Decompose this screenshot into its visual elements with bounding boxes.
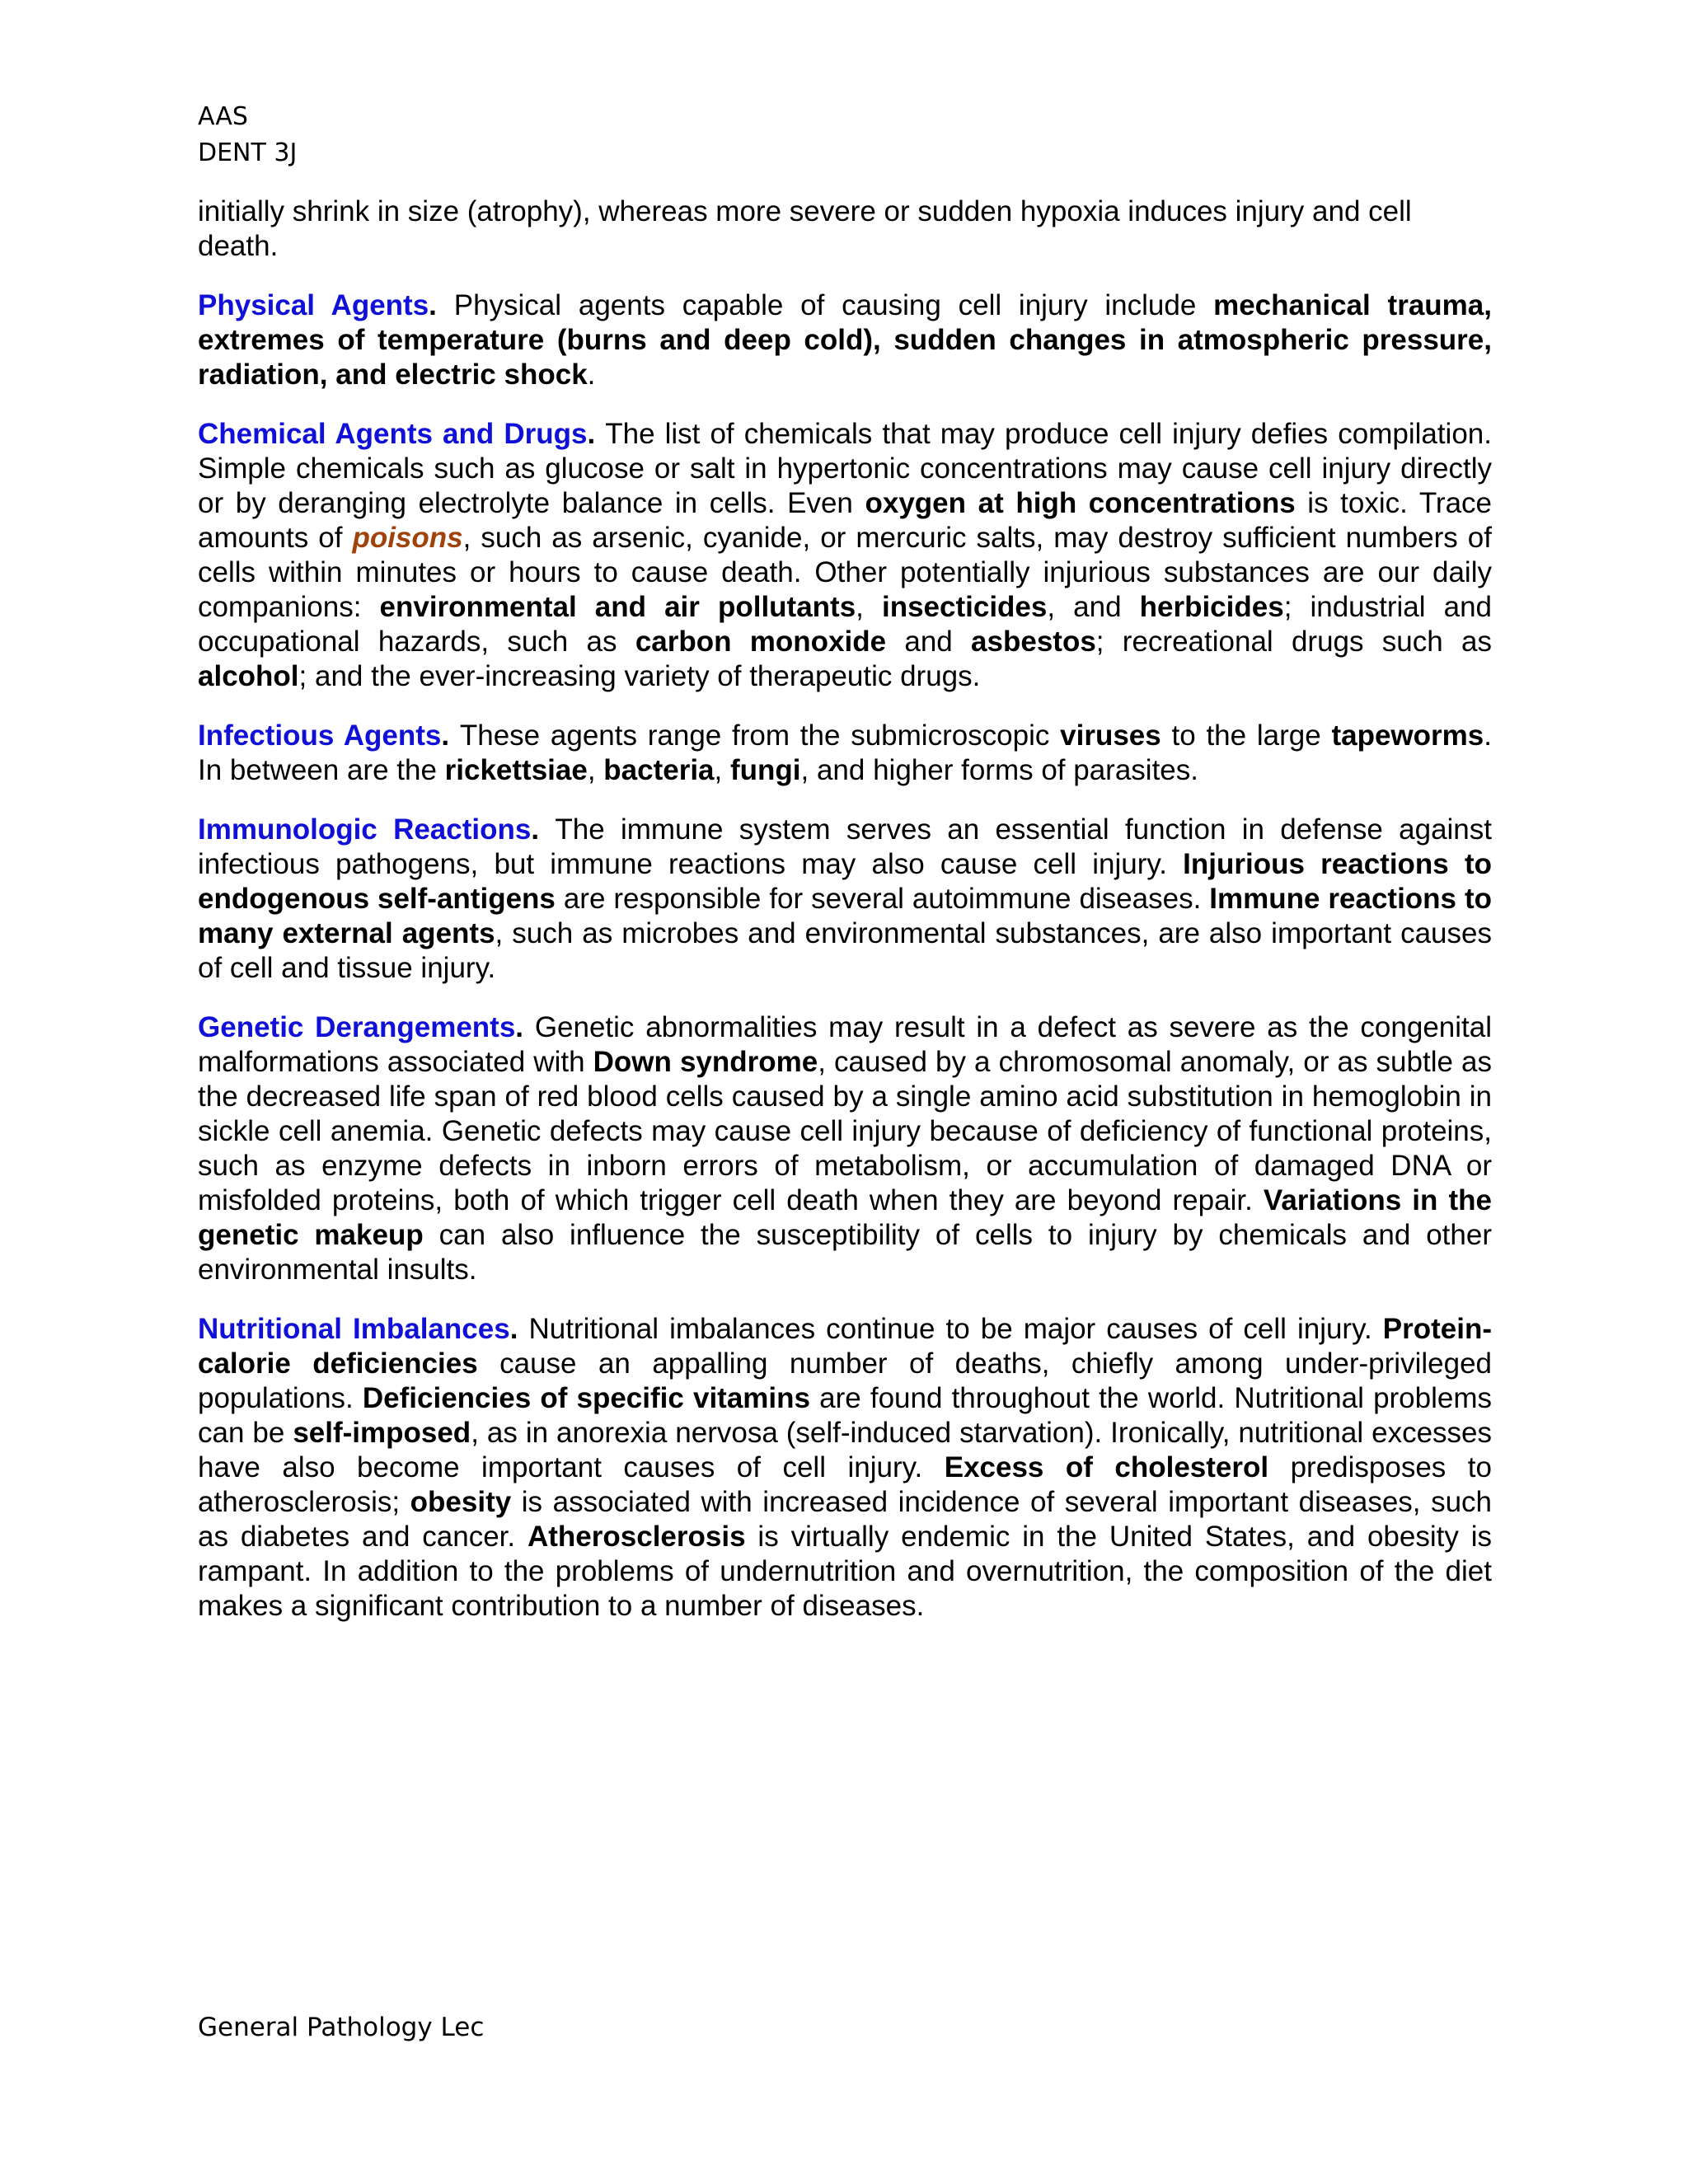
section-physical-agents: Physical Agents. Physical agents capable of causing cell injury include mechanical trauma, extremes of temperature (burns and deep cold), sudden changes in atmospheric pressure, radiation, and electric shock. xyxy=(198,289,1492,391)
bold-term: environmental and air pollutants xyxy=(379,591,856,623)
section-heading: Nutritional Imbalances xyxy=(198,1313,510,1345)
text-run: These agents range from the submicroscopic xyxy=(459,719,1061,752)
text-run: ; industrial and occupational hazards, such as xyxy=(198,591,1493,658)
bold-term: oxygen at high concentrations xyxy=(865,487,1296,519)
page-footer: General Pathology Lec xyxy=(198,2013,485,2042)
bold-term: Variations in the genetic makeup xyxy=(198,1184,1492,1251)
bold-term: Deficiencies of specific vitamins xyxy=(362,1382,810,1414)
text-run: Genetic abnormalities may result in a defect as severe as the congenital malformations associated with xyxy=(198,1011,1493,1078)
section-chemical-agents: Chemical Agents and Drugs. The list of chemicals that may produce cell injury defies compilation. Simple chemicals such as glucose or salt in hypertonic concentrations may cause cell injury directly or by deranging electrolyte balance in cells. Even oxygen at high concentrations is toxic. Trace amounts of poisons, such as arsenic, cyanide, or mercuric salts, may destroy sufficient numbers of cells within minutes or hours to cause death. Other potentially injurious substances are our daily companions: environmental and air pollutants, insecticides, and herbicides; industrial and occupational hazards, such as carbon monoxide and asbestos; recreational drugs such as alcohol; and the ever-increasing variety of therapeutic drugs. xyxy=(198,418,1493,692)
text-run: Physical agents capable of causing cell injury include xyxy=(453,289,1214,321)
text-run: predisposes to atherosclerosis; xyxy=(198,1451,1492,1518)
bold-term: fungi xyxy=(729,754,801,786)
text-run: ; and the ever-increasing variety of therapeutic drugs. xyxy=(298,660,981,692)
text-run: . xyxy=(587,359,596,391)
document-body xyxy=(198,194,1492,1648)
text-run: ; recreational drugs such as xyxy=(1095,626,1492,658)
bold-term: asbestos xyxy=(971,626,1096,658)
text-run: , xyxy=(714,754,730,786)
text-run: The immune system serves an essential function in defense against infectious pathogens, but immune reactions may also cause cell injury. xyxy=(198,813,1492,880)
header-line-initials: AAS xyxy=(198,102,248,131)
bold-term: mechanical trauma, extremes of temperature (burns and deep cold), sudden changes in atmospheric pressure, radiation, and electric shock xyxy=(198,289,1492,391)
text-run: . In between are the xyxy=(198,719,1492,786)
highlighted-term: poisons xyxy=(352,522,463,554)
section-heading: Genetic Derangements xyxy=(198,1011,516,1043)
bold-term: Excess of cholesterol xyxy=(944,1451,1269,1483)
text-run: are found throughout the world. Nutritional problems can be xyxy=(198,1382,1493,1449)
section-heading: Infectious Agents xyxy=(198,719,442,752)
text-run: and xyxy=(886,626,972,658)
bold-term: Down syndrome xyxy=(593,1046,818,1078)
text-run: cause an appalling number of deaths, chiefly among under-privileged populations. xyxy=(198,1347,1492,1414)
bold-term: obesity xyxy=(410,1486,512,1518)
text-run: , such as arsenic, cyanide, or mercuric salts, may destroy sufficient numbers of cells within minutes or hours to cause death. Other potentially injurious substances are our daily companions: xyxy=(198,522,1492,623)
text-run: , caused by a chromosomal anomaly, or as subtle as the decreased life span of red blood cells caused by a single amino acid substitution in hemoglobin in sickle cell anemia. Genetic defects may cause cell injury because of deficiency of functional proteins, such as enzyme defects in inborn errors of metabolism, or accumulation of damaged DNA or misfolded proteins, both of which trigger cell death when they are beyond repair. xyxy=(198,1046,1492,1216)
text-run: , xyxy=(856,591,882,623)
text-run: is associated with increased incidence of several important diseases, such as diabetes and cancer. xyxy=(198,1486,1492,1553)
bold-term: Atherosclerosis xyxy=(528,1521,746,1553)
bold-term: bacteria xyxy=(603,754,715,786)
text-run: is virtually endemic in the United States, and obesity is rampant. In addition to the problems of undernutrition and overnutrition, the composition of the diet makes a significant contribution to a number of diseases. xyxy=(198,1521,1492,1622)
text-run: , such as microbes and environmental substances, are also important causes of cell and tissue injury. xyxy=(198,917,1492,984)
section-nutritional-imbalances: Nutritional Imbalances. Nutritional imbalances continue to be major causes of cell injury. Protein-calorie deficiencies cause an appalling number of deaths, chiefly among under-privileged populations. Deficiencies of specific vitamins are found throughout the world. Nutritional problems can be self-imposed, as in anorexia nervosa (self-induced starvation). Ironically, nutritional excesses have also become important causes of cell injury. Excess of cholesterol predisposes to atherosclerosis; obesity is associated with increased incidence of several important diseases, such as diabetes and cancer. Atherosclerosis is virtually endemic in the United States, and obesity is rampant. In addition to the problems of undernutrition and overnutrition, the composition of the diet makes a significant contribution to a number of diseases. xyxy=(198,1313,1493,1622)
section-heading: Immunologic Reactions xyxy=(198,813,532,846)
bold-term: Injurious reactions to endogenous self-antigens xyxy=(198,848,1492,915)
bold-term: alcohol xyxy=(198,660,299,692)
section-heading: Chemical Agents and Drugs xyxy=(198,418,588,450)
text-run: The list of chemicals that may produce cell injury defies compilation. Simple chemicals such as glucose or salt in hypertonic concentrations may cause cell injury directly or by deranging electrolyte balance in cells. Even xyxy=(198,418,1492,519)
text-run: , xyxy=(587,754,604,786)
bold-term: carbon monoxide xyxy=(635,626,887,658)
bold-term: Protein-calorie deficiencies xyxy=(198,1313,1492,1380)
text-run: are responsible for several autoimmune diseases. xyxy=(555,883,1210,915)
bold-term: self-imposed xyxy=(293,1417,471,1449)
bold-term: viruses xyxy=(1060,719,1161,752)
text-run: , and xyxy=(1047,591,1140,623)
page-header xyxy=(198,99,297,171)
text-run: is toxic. Trace amounts of xyxy=(198,487,1493,554)
bold-term: insecticides xyxy=(881,591,1048,623)
bold-term: herbicides xyxy=(1139,591,1284,623)
intro-paragraph: initially shrink in size (atrophy), whereas more severe or sudden hypoxia induces injury and cell death. xyxy=(198,195,1412,262)
bold-term: Immune reactions to many external agents xyxy=(198,883,1493,949)
text-run: to the large xyxy=(1160,719,1332,752)
text-run: Nutritional imbalances continue to be major causes of cell injury. xyxy=(528,1313,1383,1345)
header-line-class: DENT 3J xyxy=(198,138,298,167)
section-immunologic-reactions: Immunologic Reactions. The immune system serves an essential function in defense against infectious pathogens, but immune reactions may also cause cell injury. Injurious reactions to endogenous self-antigens are responsible for several autoimmune diseases. Immune reactions to many external agents, such as microbes and environmental substances, are also important causes of cell and tissue injury. xyxy=(198,813,1493,984)
section-heading: Physical Agents xyxy=(198,289,429,321)
bold-term: tapeworms xyxy=(1331,719,1484,752)
section-genetic-derangements: Genetic Derangements. Genetic abnormalities may result in a defect as severe as the congenital malformations associated with Down syndrome, caused by a chromosomal anomaly, or as subtle as the decreased life span of red blood cells caused by a single amino acid substitution in hemoglobin in sickle cell anemia. Genetic defects may cause cell injury because of deficiency of functional proteins, such as enzyme defects in inborn errors of metabolism, or accumulation of damaged DNA or misfolded proteins, both of which trigger cell death when they are beyond repair. Variations in the genetic makeup can also influence the susceptibility of cells to injury by chemicals and other environmental insults. xyxy=(198,1011,1493,1286)
bold-term: rickettsiae xyxy=(444,754,588,786)
section-infectious-agents: Infectious Agents. These agents range from the submicroscopic viruses to the large tapeworms. In between are the rickettsiae, bacteria, fungi, and higher forms of parasites. xyxy=(198,719,1492,786)
text-run: , and higher forms of parasites. xyxy=(800,754,1198,786)
text-run: can also influence the susceptibility of cells to injury by chemicals and other environmental insults. xyxy=(198,1219,1492,1286)
text-run: , as in anorexia nervosa (self-induced starvation). Ironically, nutritional excesses have also become important causes of cell injury. xyxy=(198,1417,1493,1483)
